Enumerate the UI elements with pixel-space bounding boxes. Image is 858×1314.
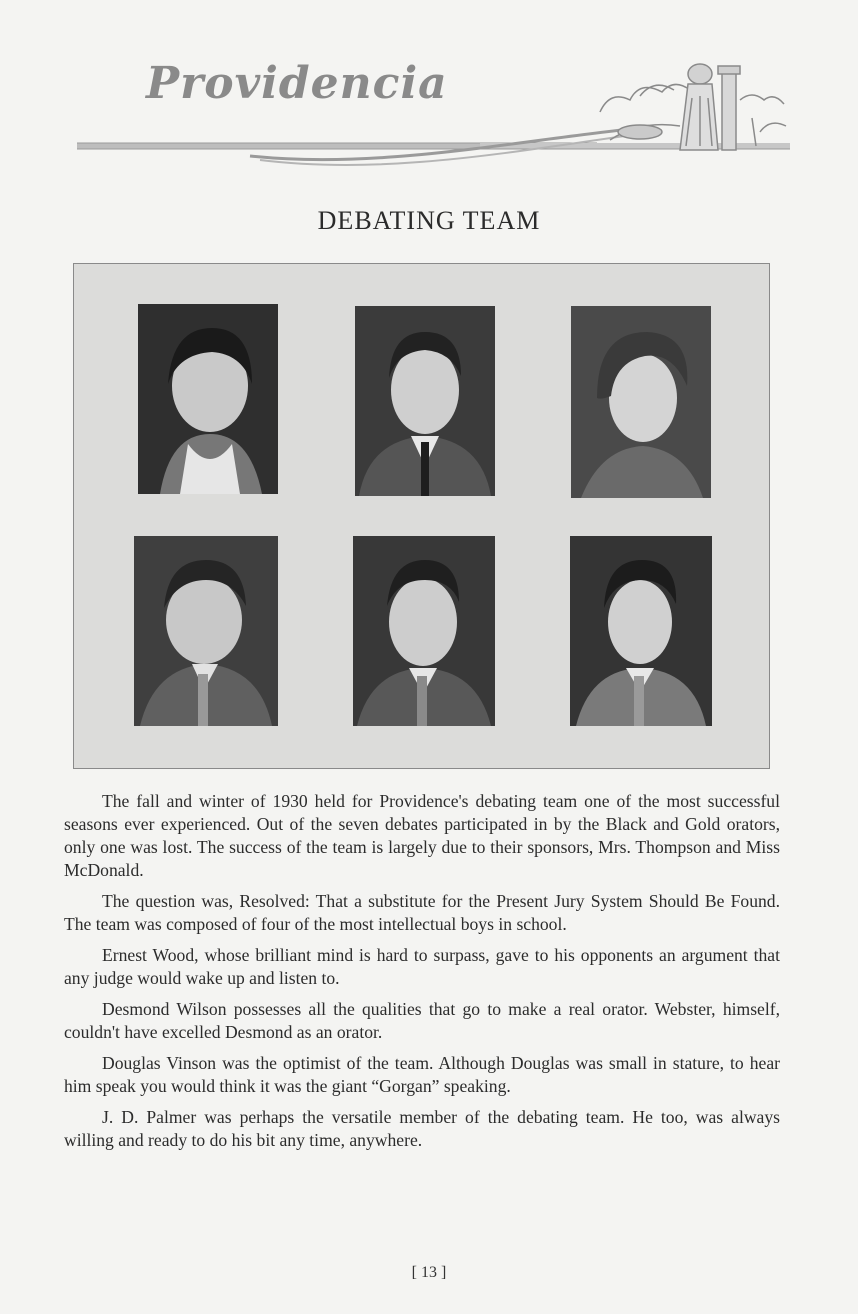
vignette-illustration <box>600 64 786 150</box>
team-photo-panel <box>73 263 770 769</box>
portrait-photo <box>571 306 711 498</box>
page-title: DEBATING TEAM <box>317 206 541 235</box>
portrait-photo <box>138 304 278 494</box>
portrait-photo <box>355 306 495 496</box>
page-header <box>0 0 858 190</box>
paragraph-ernest-wood: Ernest Wood, whose brilliant mind is hard to surpass, gave to his opponents an argument that any judge would wake up and listen to. <box>64 945 780 988</box>
page-number: [ 13 ] <box>411 1264 447 1281</box>
paragraph-question: The question was, Resolved: That a substitute for the Present Jury System Should Be Found. The team was composed of four of the most intellectual boys in school. <box>64 891 780 934</box>
portrait-photo <box>134 536 278 726</box>
portrait-photo <box>353 536 495 726</box>
paragraph-desmond-wilson: Desmond Wilson possesses all the qualities that go to make a real orator. Webster, himself, couldn't have excelled Desmond as an orator. <box>64 999 780 1042</box>
publication-title: Providencia <box>146 58 448 109</box>
portrait-photo <box>570 536 712 726</box>
paragraph-douglas-vinson: Douglas Vinson was the optimist of the team. Although Douglas was small in stature, to hear him speak you would think it was the giant “Gorgan” speaking. <box>64 1053 780 1096</box>
paragraph-jd-palmer: J. D. Palmer was perhaps the versatile member of the debating team. He too, was always willing and ready to do his bit any time, anywhere. <box>64 1107 780 1150</box>
paragraph-intro: The fall and winter of 1930 held for Providence's debating team one of the most successful seasons ever experienced. Out of the seven debates participated in by the Black and Gold orators, only one was lost. The success of the team is largely due to their sponsors, Mrs. Thompson and Miss McDonald. <box>64 791 780 880</box>
article-body <box>64 790 780 1160</box>
